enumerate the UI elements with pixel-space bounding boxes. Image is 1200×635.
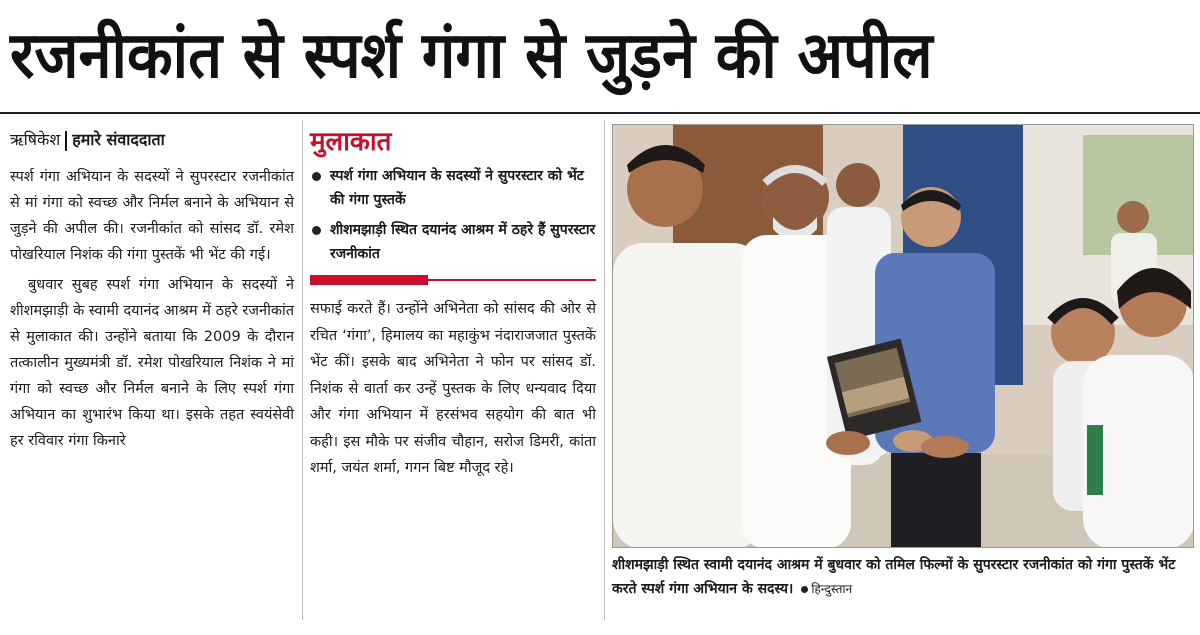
column-1-paragraph: बुधवार सुबह स्पर्श गंगा अभियान के सदस्यों ने शीशमझाड़ी के स्वामी दयानंद आश्रम में ठहरे रजनीकांत से मुलाकात की। उन्होंने बताया कि 2009 के दौरान तत्कालीन मुख्यमंत्री डॉ. रमेश पोखरियाल निशंक ने मां गंगा को स्वच्छ और निर्मल बनाने के लिए स्पर्श गंगा अभियान का शुभारंभ किया था। इसके तहत स्वयंसेवी हर रविवार गंगा किनारे (10, 277, 294, 449)
column-1-body (10, 164, 294, 454)
headline: रजनीकांत से स्पर्श गंगा से जुड़ने की अपील (10, 19, 933, 93)
dateline-separator (65, 131, 67, 151)
dateline-byline: हमारे संवाददाता (72, 130, 165, 149)
highlight-item (310, 218, 596, 266)
credit-bullet-icon (801, 586, 808, 593)
caption-text: शीशमझाड़ी स्थित स्वामी दयानंद आश्रम में बुधवार को तमिल फिल्मों के सुपरस्टार रजनीकांत को गंगा पुस्तकें भेंट करते स्पर्श गंगा अभियान के सदस्य। (612, 557, 1176, 597)
section-kicker: मुलाकात (310, 127, 392, 157)
highlight-text: शीशमझाड़ी स्थित दयानंद आश्रम में ठहरे हैं सुपरस्टार रजनीकांत (330, 222, 596, 262)
red-divider-bar (310, 275, 428, 285)
bullet-icon (312, 172, 321, 181)
column-2 (310, 120, 596, 482)
photo-caption (612, 553, 1194, 601)
dateline-place: ऋषिकेश (10, 130, 61, 149)
photo-credit: हिन्दुस्तान (811, 582, 853, 596)
dateline (10, 120, 294, 160)
column-2-body: सफाई करते हैं। उन्होंने अभिनेता को सांसद की ओर से रचित ‘गंगा’, हिमालय का महाकुंभ नंदाराजजात पुस्तकें भेंट कीं। इसके बाद अभिनेता ने फोन पर सांसद डॉ. निशंक से वार्ता कर उन्हें पुस्तक के लिए धन्यवाद दिया और गंगा अभियान में हरसंभव सहयोग की बात भी कही। इस मौके पर संजीव चौहान, सरोज डिमरी, कांता शर्मा, जयंत शर्मा, गगन बिष्ट मौजूद रहे। (310, 301, 596, 476)
photo-illustration (613, 125, 1194, 548)
column-1 (10, 120, 294, 454)
news-photo (612, 124, 1194, 548)
highlights-list (310, 164, 596, 266)
highlight-item (310, 164, 596, 212)
column-1-paragraph: स्पर्श गंगा अभियान के सदस्यों ने सुपरस्टार रजनीकांत से मां गंगा को स्वच्छ और निर्मल बनाने के अभियान से जुड़ने की अपील की। रजनीकांत को सांसद डॉ. रमेश पोखरियाल निशंक की गंगा पुस्तकें भी भेंट की गई। (10, 169, 294, 263)
red-divider-line (428, 279, 596, 281)
bullet-icon (312, 226, 321, 235)
red-divider (310, 272, 596, 286)
highlight-text: स्पर्श गंगा अभियान के सदस्यों ने सुपरस्टार को भेंट की गंगा पुस्तकें (330, 168, 584, 208)
column-divider (604, 120, 605, 620)
headline-rule (0, 112, 1200, 114)
column-divider (302, 120, 303, 620)
